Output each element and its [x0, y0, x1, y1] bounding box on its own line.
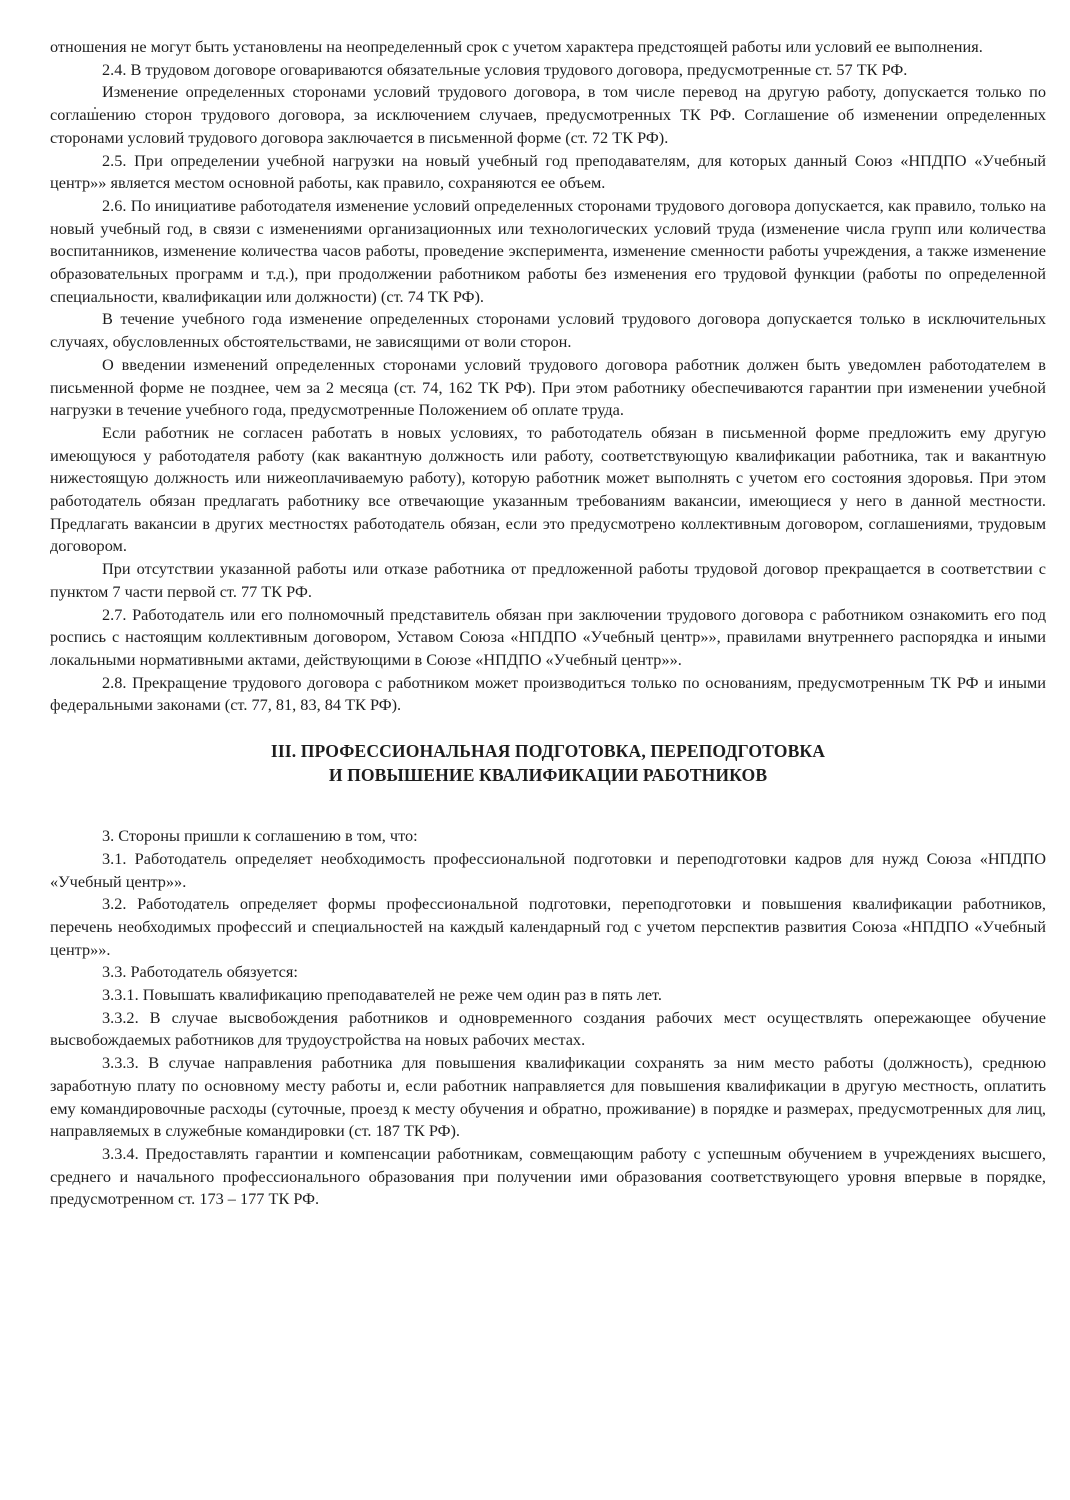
paragraph-2-6: 2.6. По инициативе работодателя изменение условий определенных сторонами трудового договора допускается, как правило, только на новый учебный год, в связи с изменениями организационных или технологических условий труда (изменение числа групп или количества воспитанников, изменение количества часов работы, проведение эксперимента, изменение сменности работы учреждения, а также изменение образовательных программ и т.д.), при продолжении работником работы без изменения его трудовой функции (работы по определенной специальности, квалификации или должности) (ст. 74 ТК РФ).	[50, 195, 1046, 306]
paragraph-termination-no-work: При отсутствии указанной работы или отказе работника от предложенной работы трудовой договор прекращается в соответствии с пунктом 7 части первой ст. 77 ТК РФ.	[50, 559, 1046, 601]
paragraph-2-7: 2.7. Работодатель или его полномочный представитель обязан при заключении трудового договора с работником ознакомить его под роспись с настоящим коллективным договором, Уставом Союза «НПДПО «Учебный центр»», правилами внутреннего распорядка и иными локальными нормативными актами, действующими в Союзе «НПДПО «Учебный центр»».	[50, 604, 1046, 669]
paragraph-2-4: 2.4. В трудовом договоре оговариваются обязательные условия трудового договора, предусмотренные ст. 57 ТК РФ.	[102, 59, 908, 79]
paragraph-3-3: 3.3. Работодатель обязуется:	[102, 962, 298, 982]
paragraph-3-3-4: 3.3.4. Предоставлять гарантии и компенсации работникам, совмещающим работу с успешным обучением в учреждениях высшего, среднего и начального профессионального образования при получении ими образования соответствующего уровня впервые в порядке, предусмотренном ст. 173 – 177 ТК РФ.	[50, 1143, 1046, 1209]
paragraph-refusal-new-conditions: Если работник не согласен работать в новых условиях, то работодатель обязан в письменной форме предложить ему другую имеющуюся у работодателя работу (как вакантную должность или работу, соответствующую квалификации работника, так и вакантную нижестоящую должность или нижеоплачиваемую работу), которую работник может выполнять с учетом его состояния здоровья. При этом работодатель обязан предлагать работнику все отвечающие указанным требованиям вакансии, имеющиеся у него в данной местности. Предлагать вакансии в других местностях работодатель обязан, если это предусмотрено коллективным договором, соглашениями, трудовым договором.	[50, 422, 1046, 556]
paragraph-3-2: 3.2. Работодатель определяет формы профессиональной подготовки, переподготовки и повышения квалификации работников, перечень необходимых профессий и специальностей на каждый календарный год с учетом перспектив развития Союза «НПДПО «Учебный центр»».	[50, 894, 1046, 959]
paragraph-3-3-1: 3.3.1. Повышать квалификацию преподавателей не реже чем один раз в пять лет.	[102, 985, 663, 1005]
section-heading-line-2: И ПОВЫШЕНИЕ КВАЛИФИКАЦИИ РАБОТНИКОВ	[328, 765, 768, 786]
paragraph-3-3-2: 3.3.2. В случае высвобождения работников и одновременного создания рабочих мест осуществлять опережающее обучение высвобождаемых работников для трудоустройства на новых рабочих местах.	[50, 1007, 1046, 1050]
paragraph-3-3-3: 3.3.3. В случае направления работника для повышения квалификации сохранять за ним место работы (должность), среднюю заработную плату по основному месту работы и, если работник направляется для повышения квалификации в другую местность, оплатить ему командировочные расходы (суточные, проезд к месту обучения и обратно, проживание) в порядке и размерах, предусмотренных для лиц, направляемых в служебные командировки (ст. 187 ТК РФ).	[50, 1053, 1046, 1141]
section-heading	[50, 739, 1046, 787]
paragraph-3-1: 3.1. Работодатель определяет необходимость профессиональной подготовки и переподготовки кадров для нужд Союза «НПДПО «Учебный центр»».	[50, 848, 1046, 891]
paragraph-contract-change: Изменение определенных сторонами условий трудового договора, в том числе перевод на другую работу, допускается только по соглашению сторон трудового договора, за исключением случаев, предусмотренных ТК РФ. Соглашение об изменении определенных сторонами условий трудового договора заключается в письменной форме (ст. 72 ТК РФ).	[50, 82, 1046, 147]
section-heading-line-1: III. ПРОФЕССИОНАЛЬНАЯ ПОДГОТОВКА, ПЕРЕПОДГОТОВКА	[270, 741, 826, 762]
paragraph-continuation: отношения не могут быть установлены на неопределенный срок с учетом характера предстоящей работы или условий ее выполнения.	[50, 37, 983, 56]
paragraph-3: 3. Стороны пришли к соглашению в том, что:	[102, 826, 418, 846]
paragraph-notification: О введении изменений определенных сторонами условий трудового договора работник должен быть уведомлен работодателем в письменной форме не позднее, чем за 2 месяца (ст. 74, 162 ТК РФ). При этом работнику обеспечиваются гарантии при изменении учебной нагрузки в течение учебного года, предусмотренные Положением об оплате труда.	[50, 354, 1046, 420]
paragraph-2-5: 2.5. При определении учебной нагрузки на новый учебный год преподавателям, для которых данный Союз «НПДПО «Учебный центр»» является местом основной работы, как правило, сохраняются ее объем.	[50, 150, 1046, 193]
document-page	[50, 36, 1046, 1211]
paragraph-academic-year-change: В течение учебного года изменение определенных сторонами условий трудового договора допускается только в исключительных случаях, обусловленных обстоятельствами, не зависящими от воли сторон.	[50, 309, 1046, 352]
paragraph-2-8: 2.8. Прекращение трудового договора с работником может производиться только по основаниям, предусмотренным ТК РФ и иными федеральными законами (ст. 77, 81, 83, 84 ТК РФ).	[50, 672, 1046, 715]
